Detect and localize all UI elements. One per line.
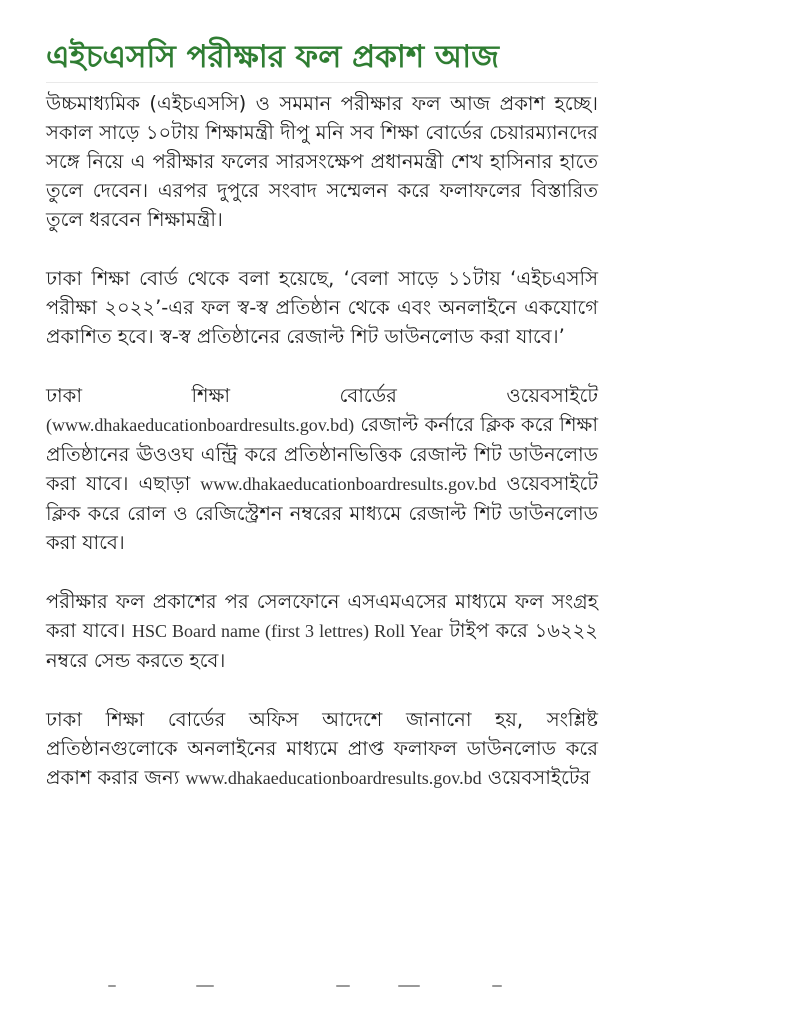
text-fragment — [398, 985, 420, 987]
board-website-link-3[interactable]: www.dhakaeducationboardresults.gov.bd — [185, 768, 482, 788]
paragraph-4 — [46, 587, 598, 675]
article-headline: এইচএসসি পরীক্ষার ফল প্রকাশ আজ — [46, 34, 598, 83]
paragraph-2: ঢাকা শিক্ষা বোর্ড থেকে বলা হয়েছে, ‘বেলা সাড়ে ১১টায় ‘এইচএসসি পরীক্ষা ২০২২’-এর ফল স্ব-স্ব প্রতিষ্ঠান থেকে এবং অনলাইনে একযোগে প্রকাশিত হবে। স্ব-স্ব প্রতিষ্ঠানের রেজাল্ট শিট ডাউনলোড করা যাবে।’ — [46, 267, 598, 348]
paragraph-3-text-c: ওয়েবসাইটে ক্লিক করে রোল ও রেজিস্ট্রেশন নম্বরের মাধ্যমে রেজাল্ট শিট ডাউনলোড করা যাবে। — [46, 472, 599, 554]
board-website-link[interactable]: (www.dhakaeducationboardresults.gov.bd) — [46, 415, 355, 435]
paragraph-5 — [46, 705, 598, 793]
paragraph-4-text-b: টাইপ করে ১৬২২২ নম্বরে সেন্ড করতে হবে। — [46, 619, 598, 672]
text-fragment — [108, 985, 116, 987]
paragraph-5-text-a: ঢাকা শিক্ষা বোর্ডের অফিস আদেশে জানানো হয়, সংশ্লিষ্ট প্রতিষ্ঠানগুলোকে অনলাইনের মাধ্যমে প্রাপ্ত ফলাফল ডাউনলোড করে প্রকাশ করার জন্য — [46, 708, 598, 789]
board-website-link-2[interactable]: www.dhakaeducationboardresults.gov.bd — [200, 474, 497, 494]
paragraph-3-text-a: ঢাকা শিক্ষা বোর্ডের ওয়েবসাইটে — [46, 384, 598, 407]
text-fragment — [196, 985, 214, 987]
text-fragment — [492, 985, 502, 987]
paragraph-3-text-b: রেজাল্ট কর্নারে ক্লিক করে শিক্ষা প্রতিষ্ঠানের ঊওওঘ এন্ট্রি করে প্রতিষ্ঠানভিত্তিক রেজাল্ট শিট ডাউনলোড করা যাবে। এছাড়া — [46, 413, 598, 495]
text-fragment — [336, 985, 350, 987]
paragraph-1: উচ্চমাধ্যমিক (এইচএসসি) ও সমমান পরীক্ষার ফল আজ প্রকাশ হচ্ছে। সকাল সাড়ে ১০টায় শিক্ষামন্ত্রী দীপু মনি সব শিক্ষা বোর্ডের চেয়ারম্যানদের সঙ্গে নিয়ে এ পরীক্ষার ফলের সারসংক্ষেপ প্রধানমন্ত্রী শেখ হাসিনার হাতে তুলে দেবেন। এরপর দুপুরে সংবাদ সম্মেলন করে ফলাফলের বিস্তারিত তুলে ধরবেন শিক্ষামন্ত্রী। — [46, 92, 598, 231]
paragraph-4-text-a: পরীক্ষার ফল প্রকাশের পর সেলফোনে এসএমএসের মাধ্যমে ফল সংগ্রহ করা যাবে। — [46, 590, 598, 642]
sms-format-text: HSC Board name (first 3 lettres) Roll Year — [132, 621, 443, 641]
paragraph-3 — [46, 381, 598, 557]
cut-off-text-line — [46, 975, 598, 991]
news-article — [46, 34, 598, 823]
paragraph-5-text-b: ওয়েবসাইটের — [487, 766, 591, 789]
